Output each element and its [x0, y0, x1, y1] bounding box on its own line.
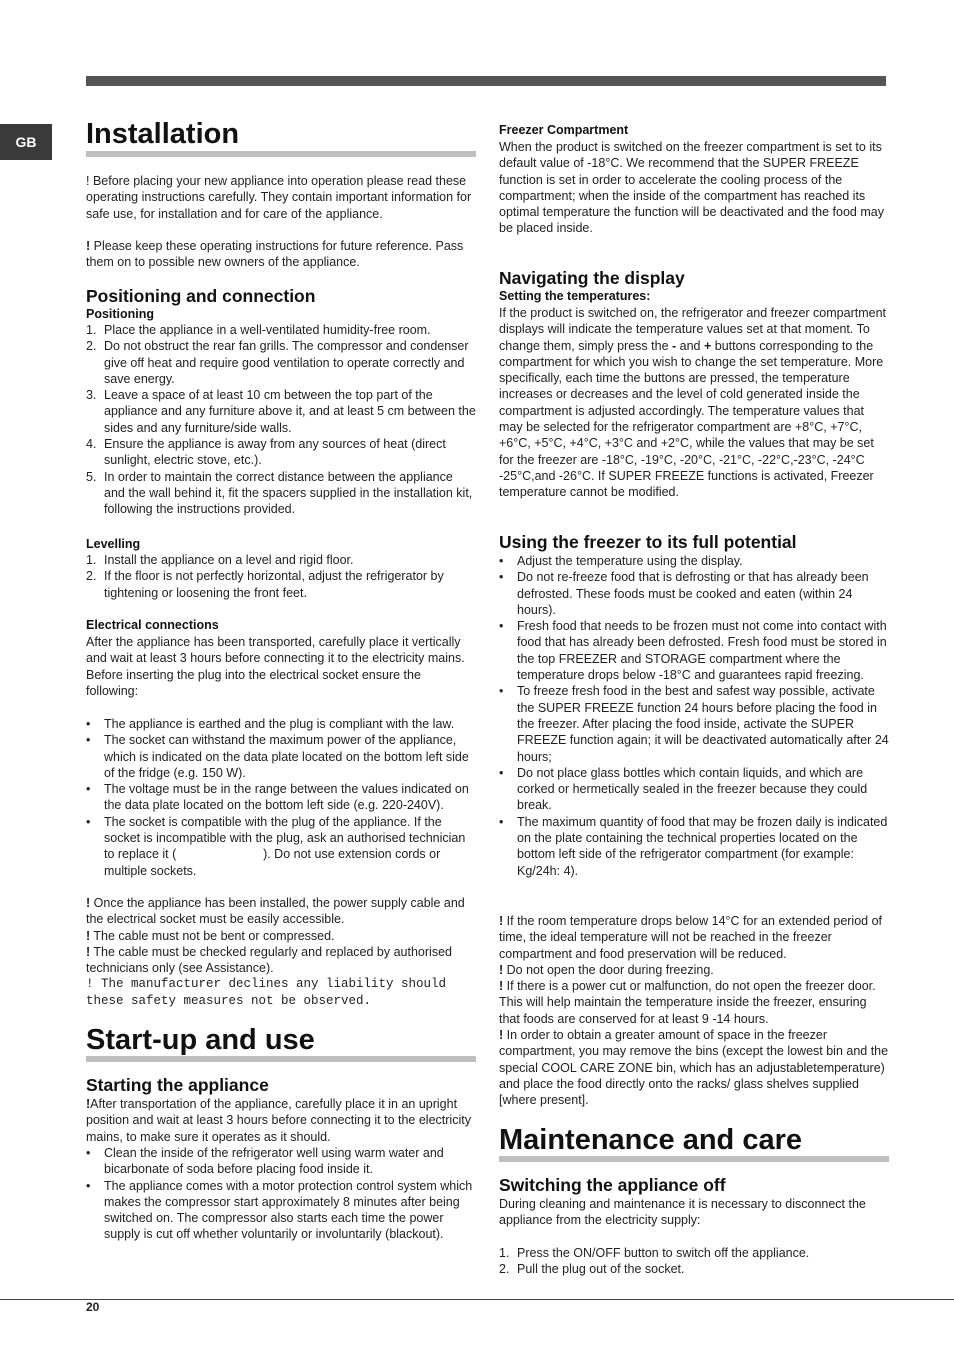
electrical-title: Electrical connections: [86, 618, 219, 632]
installation-intro-1: ! Before placing your new appliance into operation please read these operating instructions carefully. They contain important information for safe use, for installation and for care of the appliance.: [86, 174, 472, 221]
switching-list: [499, 1245, 889, 1278]
list-item: • Adjust the temperature using the display.: [499, 554, 743, 568]
warning-line: ! In order to obtain a greater amount of space in the freezer compartment, you may remove the bins (except the lowest bin and the special COOL CARE ZONE bin, which has an adjustabletemperature) and place the food directly onto the racks/ glass shelves supplied [where present].: [499, 1028, 889, 1108]
startup-title: Start-up and use: [86, 1024, 315, 1056]
footer-rule: [0, 1299, 954, 1300]
freezer-compartment-title: Freezer Compartment: [499, 123, 629, 137]
freezer-warnings: [499, 913, 889, 1109]
list-item: • Do not place glass bottles which contain liquids, and which are corked or hermetically sealed in the freezer because they could break.: [499, 765, 868, 813]
navigating-text: If the product is switched on, the refrigerator and freezer compartment displays will indicate the temperature values set at that moment. To change them, simply press the - and + buttons corresponding to the compartment for which you wish to change the set temperature. More specifically, each time the buttons are pressed, the temperature increases or decreases and the level of cold generated inside the compartment is adjusted accordingly. The temperature values that may be selected for the refrigerator compartment are +8°C, +7°C, +6°C, +5°C, +4°C, +3°C and +2°C, while the values that may be set for the freezer are -18°C, -19°C, -20°C, -21°C, -22°C,-23°C, -24°C -25°C,and -26°C. If SUPER FREEZE functions is activated, Freezer temperature cannot be modified.: [499, 306, 886, 500]
positioning-list: [86, 322, 476, 518]
language-tab: GB: [0, 124, 52, 160]
starting-intro: !After transportation of the appliance, carefully place it in an upright position and wait at least 3 hours before connecting it to the electricity mains, to make sure it operates as it should.: [86, 1097, 471, 1144]
warning-line: ! Do not open the door during freezing.: [499, 962, 714, 977]
list-item: 4. Ensure the appliance is away from any sources of heat (direct sunlight, electric stove, etc.).: [86, 437, 446, 468]
list-item: • To freeze fresh food in the best and safest way possible, activate the SUPER FREEZE function 24 hours before placing the food in the freezer. After placing the food inside, activate the SUPER FREEZE function again; it will be deactivated automatically after 24 hours;: [499, 684, 889, 764]
warning-line: ! If the room temperature drops below 14°C for an extended period of time, the ideal temperature will not be reached in the freezer compartment and food preservation will be reduced.: [499, 914, 883, 961]
list-item: • Clean the inside of the refrigerator well using warm water and bicarbonate of soda before placing food inside it.: [86, 1146, 444, 1177]
installation-title: Installation: [86, 118, 240, 150]
switching-text: During cleaning and maintenance it is necessary to disconnect the appliance from the electricity supply:: [499, 1197, 866, 1228]
list-item: 2. Do not obstruct the rear fan grills. The compressor and condenser give off heat and require good ventilation to operate correctly and save energy.: [86, 339, 469, 386]
installation-warnings: [86, 895, 476, 1009]
liability-notice: ! The manufacturer declines any liability should these safety measures not be observed.: [86, 977, 447, 1008]
warning-mark: !: [86, 239, 91, 253]
list-item: 2. Pull the plug out of the socket.: [499, 1262, 685, 1277]
minus-button-label: -: [672, 338, 677, 353]
warning-line: ! The cable must not be bent or compressed.: [86, 928, 335, 943]
list-item: • Do not re-freeze food that is defrosting or that has already been defrosted. These foods must be cooked and eaten (within 24 hours).: [499, 570, 869, 617]
warning-line: ! The cable must be checked regularly and replaced by authorised technicians only (see Assistance).: [86, 944, 452, 976]
maintenance-title: Maintenance and care: [499, 1124, 802, 1156]
list-item: 2. If the floor is not perfectly horizontal, adjust the refrigerator by tightening or loosening the front feet.: [86, 569, 444, 600]
electrical-list: [86, 716, 476, 879]
levelling-list: [86, 552, 476, 601]
warning-line: ! If there is a power cut or malfunction, do not open the freezer door. This will help maintain the temperature inside the freezer, ensuring that foods are conserved for at least 9 -14 hours.: [499, 979, 876, 1026]
header-rule: [86, 76, 886, 86]
plus-button-label: +: [703, 338, 712, 353]
freezer-potential-title: Using the freezer to its full potential: [499, 532, 797, 552]
list-item: • The appliance is earthed and the plug is compliant with the law.: [86, 717, 455, 731]
list-item: • The socket can withstand the maximum power of the appliance, which is indicated on the data plate located on the bottom left side of the fridge (e.g. 150 W).: [86, 733, 469, 780]
navigating-subtitle: Setting the temperatures:: [499, 289, 651, 303]
list-item: 1. Place the appliance in a well-ventilated humidity-free room.: [86, 323, 431, 337]
list-item: • The socket is compatible with the plug of the appliance. If the socket is incompatible with the plug, ask an authorised technician to replace it ( ). Do not use extension cords or multiple sockets.: [86, 814, 469, 878]
startup-title-rule: [86, 1056, 476, 1062]
installation-title-rule: [86, 151, 476, 157]
maintenance-title-rule: [499, 1156, 889, 1162]
list-item: 5. In order to maintain the correct distance between the appliance and the wall behind it, fit the spacers supplied in the installation kit, following the instructions provided.: [86, 469, 473, 517]
list-item: 1. Press the ON/OFF button to switch off the appliance.: [499, 1246, 810, 1260]
starting-title: Starting the appliance: [86, 1075, 269, 1095]
installation-intro-2: ! Please keep these operating instructions for future reference. Pass them on to possible new owners of the appliance.: [86, 239, 464, 270]
warning-line: ! Once the appliance has been installed, the power supply cable and the electrical socket must be easily accessible.: [86, 896, 465, 927]
electrical-intro: After the appliance has been transported, carefully place it vertically and wait at least 3 hours before connecting it to the electricity mains. Before inserting the plug into the electrical socket ensure the following:: [86, 635, 465, 698]
starting-list: [86, 1145, 476, 1243]
positioning-title: Positioning: [86, 307, 155, 321]
page-number: 20: [86, 1300, 100, 1314]
list-item: 3. Leave a space of at least 10 cm between the top part of the appliance and any furniture above it, and at least 5 cm between the sides and any furniture/side walls.: [86, 388, 476, 435]
navigating-title: Navigating the display: [499, 268, 685, 288]
list-item: • The voltage must be in the range between the values indicated on the data plate located on the bottom left side (e.g. 220-240V).: [86, 782, 469, 813]
freezer-potential-list: [499, 553, 889, 879]
freezer-compartment-text: When the product is switched on the freezer compartment is set to its default value of -18°C. We recommend that the SUPER FREEZE function is set in order to accelerate the cooling process of the compartment; when the inside of the compartment has reached its optimal temperature the function will be deactivated and the food may be placed inside.: [499, 140, 884, 236]
levelling-title: Levelling: [86, 537, 141, 551]
list-item: • The maximum quantity of food that may be frozen daily is indicated on the plate containing the technical properties located on the bottom left side of the refrigerator compartment (for example: Kg/24h: 4).: [499, 814, 888, 878]
list-item: 1. Install the appliance on a level and rigid floor.: [86, 553, 354, 567]
switching-title: Switching the appliance off: [499, 1175, 726, 1195]
list-item: • The appliance comes with a motor protection control system which makes the compressor start approximately 8 minutes after being switched on. The compressor also starts each time the power supply is cut off whether voluntarily or involuntarily (blackout).: [86, 1178, 473, 1242]
positioning-connection-title: Positioning and connection: [86, 286, 316, 306]
list-item: • Fresh food that needs to be frozen must not come into contact with food that has already been defrosted. Fresh food must be stored in the top FREEZER and STORAGE compartment where the temperature drops below -18°C and guarantees rapid freezing.: [499, 619, 887, 683]
